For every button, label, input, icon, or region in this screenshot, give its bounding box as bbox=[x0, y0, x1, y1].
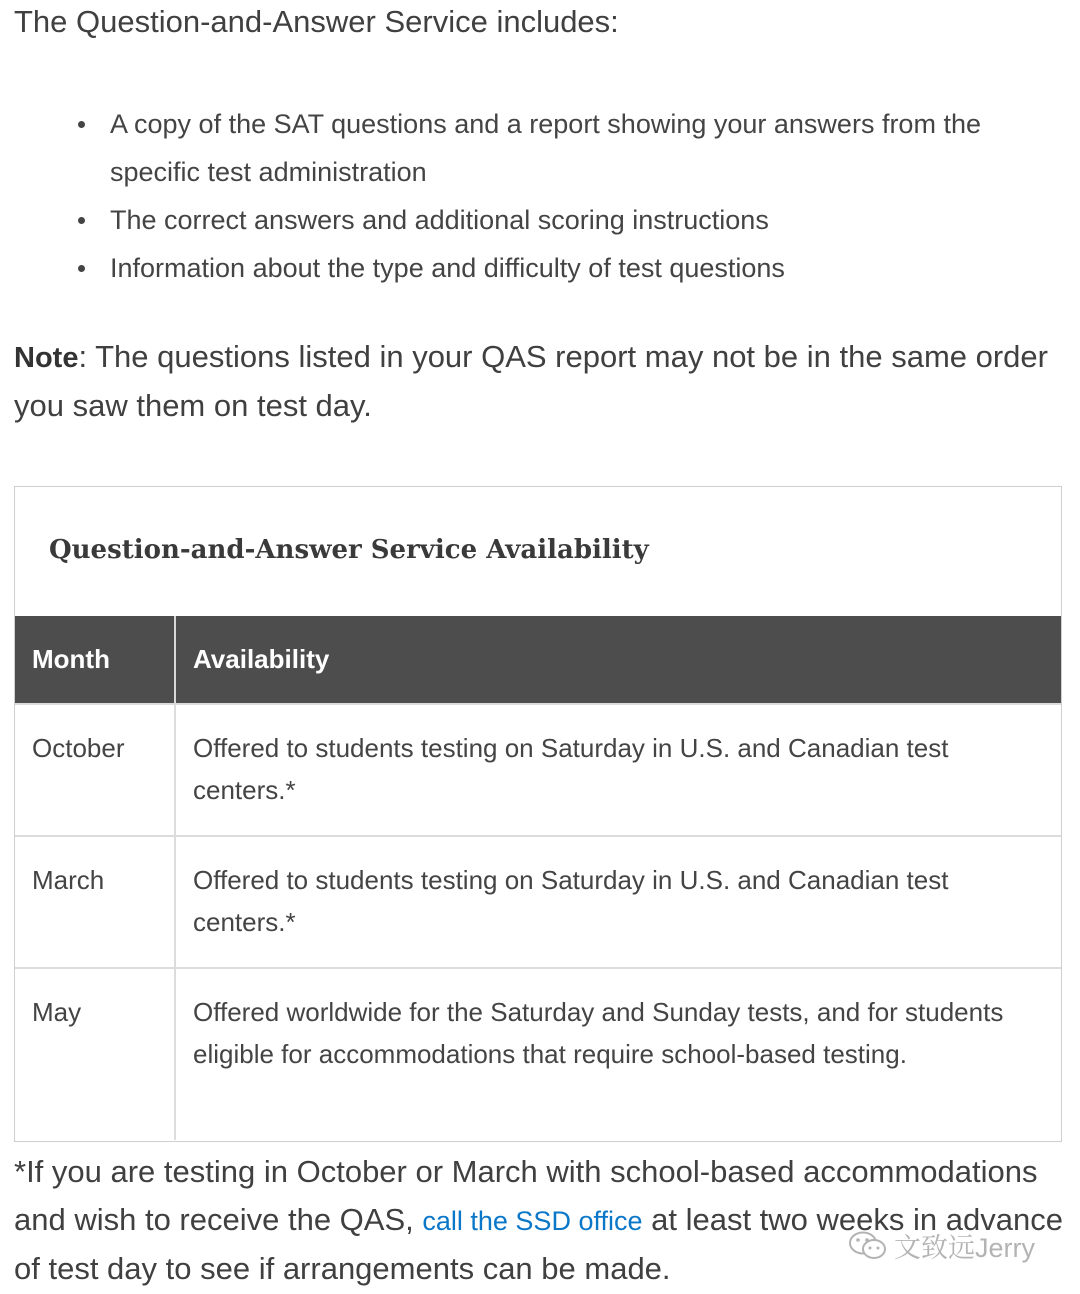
note-label: Note bbox=[14, 342, 79, 374]
table-row bbox=[15, 968, 1061, 1140]
footnote-text-after: at least two weeks in advance of test day to see if arrangements can be made. bbox=[14, 1202, 1063, 1286]
column-header-month: Month bbox=[15, 616, 175, 704]
list-item-text: The correct answers and additional scoring instructions bbox=[110, 205, 769, 235]
table-row bbox=[15, 704, 1061, 836]
wechat-icon bbox=[848, 1230, 888, 1262]
list-item bbox=[110, 196, 1040, 244]
ssd-office-link[interactable]: call the SSD office bbox=[422, 1206, 643, 1236]
month-cell: May bbox=[15, 968, 175, 1140]
month-cell: March bbox=[15, 836, 175, 968]
table-header-row bbox=[15, 616, 1061, 704]
list-item-text: A copy of the SAT questions and a report showing your answers from the specific test administration bbox=[110, 109, 981, 187]
footnote-text-before: *If you are testing in October or March with school-based accommodations and wish to receive the QAS, bbox=[14, 1154, 1038, 1237]
note-paragraph bbox=[14, 333, 1074, 430]
availability-cell: Offered worldwide for the Saturday and Sunday tests, and for students eligible for accommodations that require school-based testing. bbox=[175, 968, 1061, 1140]
feature-list bbox=[110, 100, 1040, 292]
availability-table bbox=[15, 616, 1061, 1140]
availability-cell: Offered to students testing on Saturday in U.S. and Canadian test centers.* bbox=[175, 704, 1061, 836]
bullet-dot-icon bbox=[78, 121, 85, 128]
watermark-text: 文致远Jerry bbox=[894, 1233, 1035, 1263]
footnote-paragraph bbox=[14, 1148, 1064, 1293]
month-cell: October bbox=[15, 704, 175, 836]
intro-text: The Question-and-Answer Service includes: bbox=[14, 4, 619, 39]
table-caption: Question-and-Answer Service Availability bbox=[49, 535, 649, 565]
availability-table-container bbox=[14, 486, 1062, 1142]
bullet-dot-icon bbox=[78, 217, 85, 224]
table-row bbox=[15, 836, 1061, 968]
list-item bbox=[110, 100, 1040, 196]
watermark bbox=[848, 1226, 1035, 1265]
note-text: : The questions listed in your QAS report may not be in the same order you saw them on test day. bbox=[14, 339, 1048, 423]
list-item-text: Information about the type and difficulty of test questions bbox=[110, 253, 785, 283]
column-header-availability: Availability bbox=[175, 616, 1061, 704]
availability-cell: Offered to students testing on Saturday in U.S. and Canadian test centers.* bbox=[175, 836, 1061, 968]
list-item bbox=[110, 244, 1040, 292]
bullet-dot-icon bbox=[78, 265, 85, 272]
